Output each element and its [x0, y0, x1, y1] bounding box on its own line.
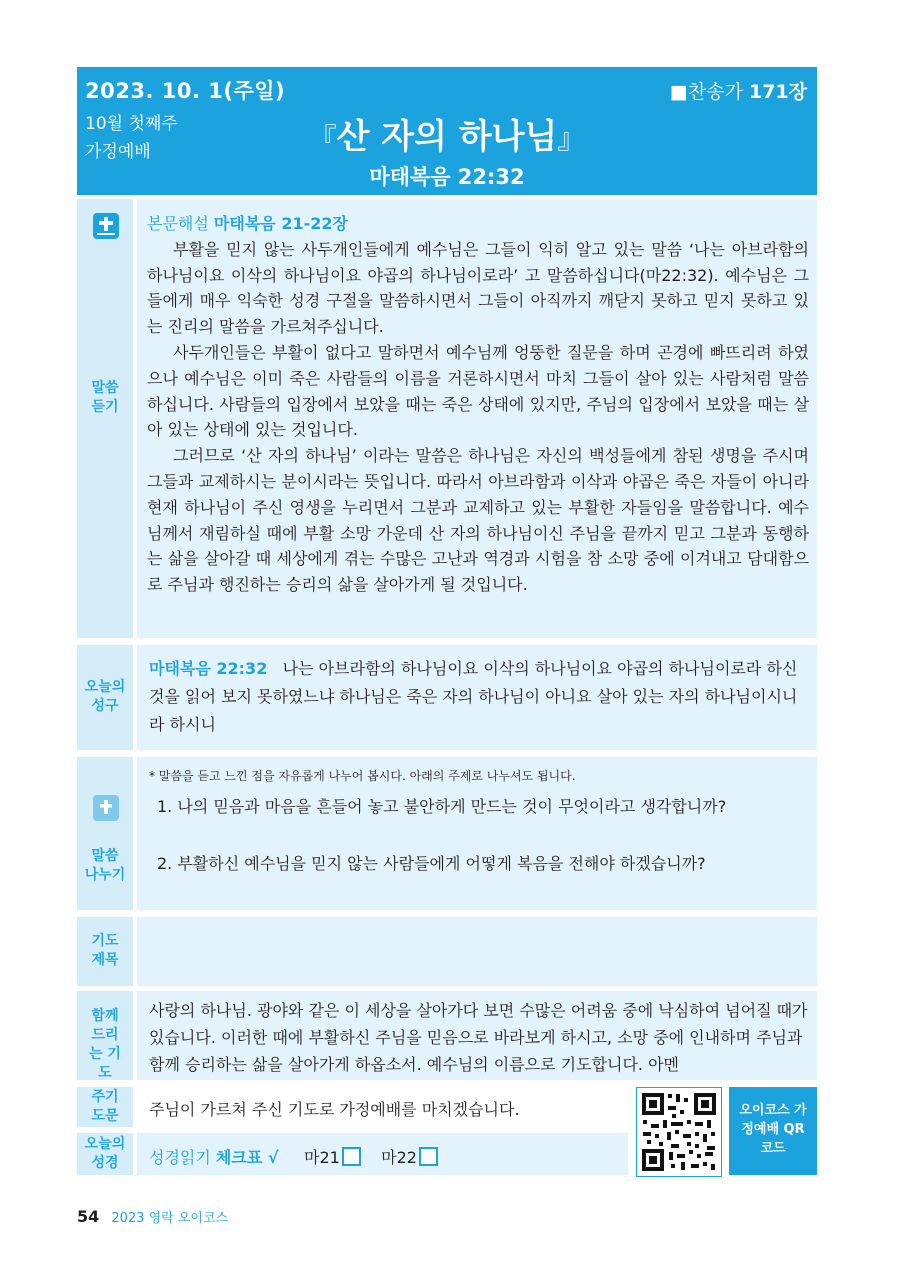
hymn-number: 171장 [748, 81, 807, 103]
prayer-label: 함께 드리는 기도 [89, 1008, 121, 1081]
page-footer [77, 1207, 228, 1226]
prayer-title-content[interactable] [137, 917, 817, 986]
hymn-prefix: ■찬송가 [669, 81, 743, 103]
verse-content [137, 645, 817, 750]
prayer-content [137, 991, 817, 1080]
reading-checkbox[interactable] [342, 1147, 361, 1166]
commentary-passage: 마태복음 21-22장 [213, 214, 348, 233]
worship-week: 10월 첫째주 [85, 114, 178, 134]
sermon-verse: 마태복음 22:32 [369, 165, 525, 189]
worship-service: 가정예배 [85, 142, 151, 162]
commentary-paragraph: 사두개인들은 부활이 없다고 말하면서 예수님께 엉뚱한 질문을 하며 곤경에 빠뜨리려 하였으나 예수님은 이미 죽은 사람들의 이름을 거론하시면서 마치 그들이 살아 있는 사람처럼 말씀하십니다. 사람들의 입장에서 보았을 때는 죽은 상태에 있지만, 주님의 입장에서 보았을 때는 살아 있는 상태에 있는 것입니다. [147, 342, 809, 440]
commentary-paragraph: 그러므로 ‘산 자의 하나님’ 이라는 말씀은 하나님은 자신의 백성들에게 참된 생명을 주시며 그들과 교제하시는 분이시라는 뜻입니다. 따라서 아브라함과 이삭과 야곱은 죽은 자들이 아니라 현재 하나님이 주신 영생을 누리면서 그분과 교제하고 있는 부활한 자들임을 말씀합니다. 예수님께서 재림하실 때에 부활 소망 가운데 산 자의 하나님이신 주님을 끝까지 믿고 그분과 동행하는 삶을 살아갈 때 세상에게 겪는 수많은 고난과 역경과 시험을 참 소망 중에 이겨내고 담대함으로 주님과 행진하는 승리의 삶을 살아가게 될 것입니다. [147, 446, 809, 595]
book-title: 2023 영락 오이코스 [111, 1211, 229, 1226]
listen-content [137, 199, 817, 638]
qr-label [729, 1087, 817, 1175]
share-content [137, 757, 817, 910]
verse-text-block [149, 655, 809, 739]
closing-content [137, 1087, 628, 1127]
verse-reference: 마태복음 22:32 [149, 659, 268, 678]
prayer-text: 사랑의 하나님. 광야와 같은 이 세상을 살아가다 보면 수많은 어려움 중에 낙심하여 넘어질 때가 있습니다. 이러한 때에 부활하신 주님을 믿음으로 바라보게 하시고, 소망 중에 인내하며 주님과 함께 승리하는 삶을 살아가게 하옵소서. 예수님의 이름으로 기도합니다. 아멘 [149, 1001, 808, 1074]
commentary-head [147, 211, 809, 237]
verse-label: 오늘의 성구 [84, 679, 126, 714]
share-note: * 말씀을 듣고 느낀 점을 자유롭게 나누어 봅시다. 아래의 주제로 나누셔도 됩니다. [149, 769, 576, 783]
closing-label: 주기 도문 [91, 1089, 119, 1124]
share-question: 2. 부활하신 예수님을 믿지 않는 사람들에게 어떻게 복음을 전해야 하겠습니까? [157, 854, 706, 873]
prayer-title-label-box [77, 917, 133, 986]
reading-prefix: 성경읽기 [149, 1148, 211, 1167]
commentary-paragraph: 부활을 믿지 않는 사두개인들에게 예수님은 그들이 익히 알고 있는 말씀 ‘나는 아브라함의 하나님이요 이삭의 하나님이요 야곱의 하나님이로라’ 고 말씀하십니다(마22:32). 예수님은 그들에게 매우 익숙한 성경 구절을 말씀하시면서 그들이 아직까지 깨닫지 못하고 믿지 못하고 있는 진리의 말씀을 가르쳐주십니다. [147, 239, 809, 337]
book-icon [93, 795, 119, 821]
bible-cross-icon [93, 213, 119, 239]
reading-label-box [77, 1133, 133, 1175]
hymn-info [670, 77, 807, 104]
reading-content [137, 1133, 628, 1175]
share-label: 말씀 나누기 [84, 848, 126, 883]
reading-label: 오늘의 성경 [84, 1136, 126, 1171]
reading-item: 마21 [303, 1148, 340, 1167]
share-label-box [77, 757, 133, 910]
qr-code[interactable] [636, 1087, 722, 1177]
page-header [77, 67, 817, 195]
reading-item: 마22 [381, 1148, 417, 1167]
qr-label-text: 오이코스 가정예배 QR코드 [739, 1103, 807, 1156]
page-number: 54 [77, 1207, 100, 1226]
verse-text: 나는 아브라함의 하나님이요 이삭의 하나님이요 야곱의 하나님이로라 하신 것을 읽어 보지 못하였느냐 하나님은 죽은 자의 하나님이 아니요 살아 있는 자의 하나님이시니라 하시니 [149, 659, 798, 734]
worship-date: 2023. 10. 1(주일) [85, 79, 286, 103]
commentary [147, 211, 809, 598]
sermon-title-text: 산 자의 하나님 [336, 117, 558, 157]
closing-text: 주님이 가르쳐 주신 기도로 가정예배를 마치겠습니다. [149, 1100, 520, 1119]
prayer-label-box [77, 991, 133, 1080]
closing-label-box [77, 1087, 133, 1127]
prayer-title-label: 기도 제목 [91, 933, 119, 968]
verse-label-box [77, 645, 133, 750]
share-question: 1. 나의 믿음과 마음을 흔들어 놓고 불안하게 만드는 것이 무엇이라고 생각합니까? [157, 797, 727, 816]
reading-checkbox[interactable] [419, 1147, 438, 1166]
reading-line [149, 1145, 438, 1168]
listen-label: 말씀 듣기 [91, 380, 119, 415]
listen-label-box [77, 199, 133, 638]
sermon-title: 『산 자의 하나님』 [308, 117, 586, 157]
commentary-intro: 본문해설 [147, 214, 209, 233]
reading-check: 체크표 √ [215, 1148, 279, 1167]
